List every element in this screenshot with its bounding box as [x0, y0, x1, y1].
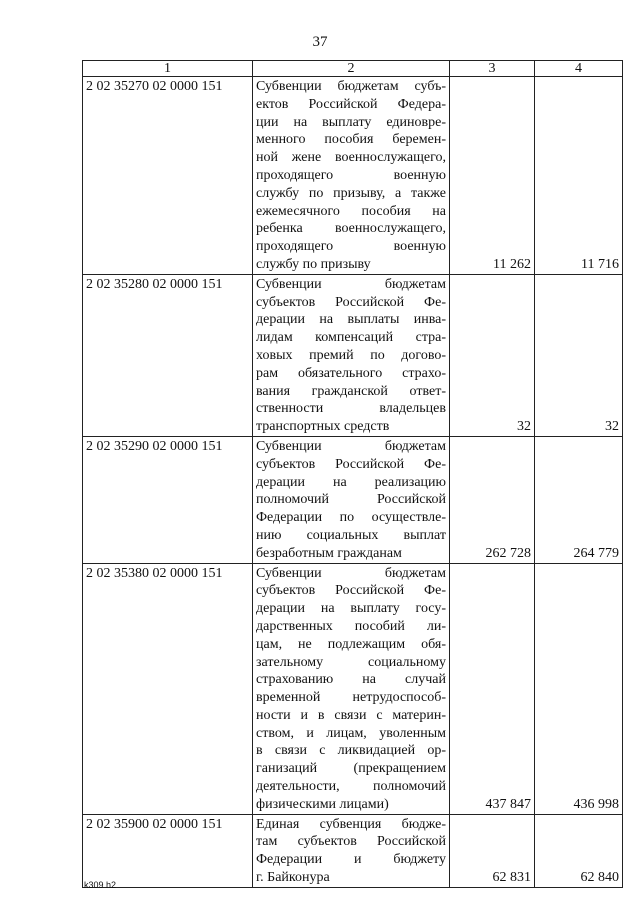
description-line: транспортных средств	[256, 419, 390, 435]
description-line: вания гражданской ответ-	[256, 383, 446, 399]
description-line: безработным гражданам	[256, 545, 402, 561]
amount-cell-col4: 62 840	[535, 814, 623, 887]
description-line: ности и в связи с материн-	[256, 707, 446, 723]
description-line: проходящего военную	[256, 239, 446, 255]
description-line: менного пособия беремен-	[256, 132, 446, 148]
revenue-code-cell: 2 02 35270 02 0000 151	[83, 77, 253, 275]
description-line: деятельности, полномочий	[256, 779, 446, 795]
description-line: дерации на выплату госу-	[256, 601, 446, 617]
description-line: Субвенции бюджетам	[256, 276, 446, 292]
table-body	[83, 61, 623, 888]
description-line: субъектов Российской Фе-	[256, 294, 446, 310]
description-line: Субвенции бюджетам субъ-	[256, 79, 446, 94]
description-line: там субъектов Российской	[256, 834, 446, 850]
description-line: Субвенции бюджетам	[256, 565, 446, 581]
description-line: субъектов Российской Фе-	[256, 456, 446, 472]
description-line: рам обязательного страхо-	[256, 365, 446, 381]
amount-cell-col4: 436 998	[535, 563, 623, 814]
description-line: временной нетрудоспособ-	[256, 690, 446, 706]
amount-cell-col3: 62 831	[450, 814, 535, 887]
description-line: дерации на выплаты инва-	[256, 312, 446, 328]
description-cell	[253, 274, 450, 436]
amount-cell-col4: 32	[535, 274, 623, 436]
description-line: нию социальных выплат	[256, 527, 446, 543]
amount-cell-col3: 262 728	[450, 436, 535, 563]
description-line: дарственных пособий ли-	[256, 618, 446, 634]
column-number-2: 2	[253, 61, 450, 77]
description-line: ством, и лицам, уволенным	[256, 725, 446, 741]
description-line: Единая субвенция бюдже-	[256, 816, 446, 832]
description-line: проходящего военную	[256, 167, 446, 183]
description-line: полномочий Российской	[256, 492, 446, 508]
description-line: дерации на реализацию	[256, 474, 446, 490]
table-row	[83, 814, 623, 887]
description-line: ганизаций (прекращением	[256, 761, 446, 777]
description-line: Федерации по осуществле-	[256, 510, 446, 526]
budget-table	[82, 60, 623, 888]
revenue-code-cell: 2 02 35900 02 0000 151	[83, 814, 253, 887]
table-row	[83, 436, 623, 563]
description-line: Субвенции бюджетам	[256, 438, 446, 454]
description-line: ектов Российской Федера-	[256, 96, 446, 112]
description-line: лидам компенсаций стра-	[256, 330, 446, 346]
amount-cell-col3: 32	[450, 274, 535, 436]
table-row	[83, 77, 623, 275]
column-number-row	[83, 61, 623, 77]
description-cell	[253, 814, 450, 887]
amount-cell-col4: 11 716	[535, 77, 623, 275]
description-line: субъектов Российской Фе-	[256, 583, 446, 599]
description-line: страхованию на случай	[256, 672, 446, 688]
description-line: г. Байконура	[256, 870, 330, 886]
table-row	[83, 274, 623, 436]
revenue-code-cell: 2 02 35380 02 0000 151	[83, 563, 253, 814]
amount-cell-col4: 264 779	[535, 436, 623, 563]
description-line: зательному социальному	[256, 654, 446, 670]
amount-cell-col3: 437 847	[450, 563, 535, 814]
description-line: ственности владельцев	[256, 401, 446, 417]
description-line: службу по призыву, а также	[256, 185, 446, 201]
column-number-4: 4	[535, 61, 623, 77]
description-line: службу по призыву	[256, 256, 371, 272]
description-cell	[253, 77, 450, 275]
description-line: ежемесячного пособия на	[256, 203, 446, 219]
page-number: 37	[312, 34, 328, 50]
revenue-code-cell: 2 02 35290 02 0000 151	[83, 436, 253, 563]
description-line: ной жене военнослужащего,	[256, 150, 446, 166]
description-cell	[253, 436, 450, 563]
description-line: цам, не подлежащим обя-	[256, 636, 446, 652]
table-row	[83, 563, 623, 814]
column-number-3: 3	[450, 61, 535, 77]
description-line: физическими лицами)	[256, 796, 389, 812]
footer-code: k309 h2	[84, 880, 117, 890]
description-cell	[253, 563, 450, 814]
description-line: ребенка военнослужащего,	[256, 221, 446, 237]
column-number-1: 1	[83, 61, 253, 77]
description-line: ции на выплату единовре-	[256, 114, 446, 130]
revenue-code-cell: 2 02 35280 02 0000 151	[83, 274, 253, 436]
description-line: ховых премий по догово-	[256, 347, 446, 363]
amount-cell-col3: 11 262	[450, 77, 535, 275]
description-line: Федерации и бюджету	[256, 852, 446, 868]
description-line: в связи с ликвидацией ор-	[256, 743, 446, 759]
